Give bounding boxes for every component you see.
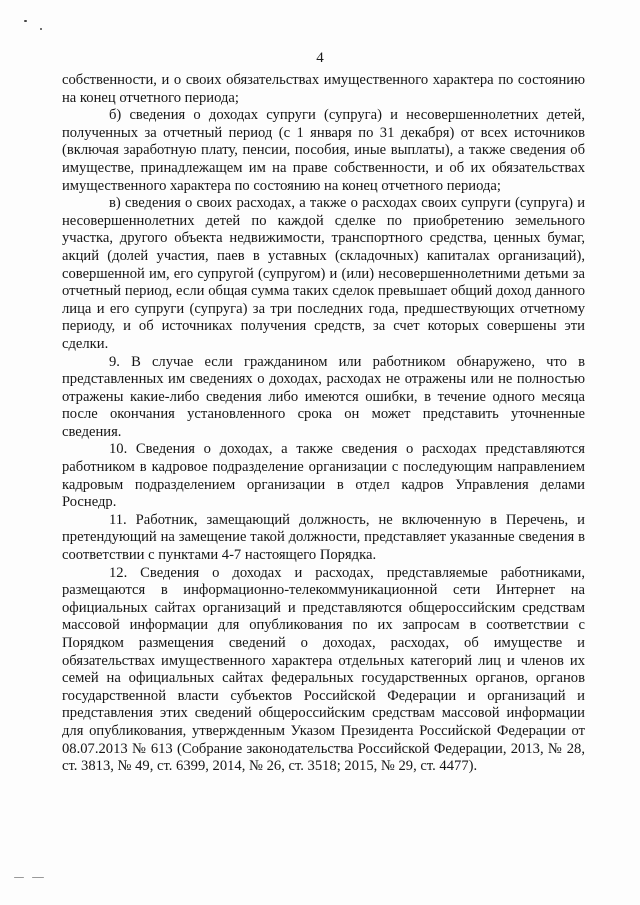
paragraph-9: 9. В случае если гражданином или работником обнаружено, что в представленных им сведениях о доходах, расходах не отражены или не полностью отражены какие-либо сведения либо имеются ошибки, в течение одного месяца после окончания установленного срока он может представить уточненные сведения. <box>62 353 585 440</box>
scan-speck <box>32 877 44 878</box>
paragraph-b: б) сведения о доходах супруги (супруга) и несовершеннолетних детей, полученных за отчетный период (с 1 января по 31 декабря) от всех источников (включая заработную плату, пенсии, пособия, иные выплаты), а также сведения об имуществе, принадлежащем им на праве собственности, и об их обязательствах имущественного характера по состоянию на конец отчетного периода; <box>62 107 585 194</box>
paragraph-12: 12. Сведения о доходах и расходах, представляемые работниками, размещаются в информационно-телекоммуникационной сети Интернет на официальных сайтах организаций и представляются общероссийским средствам массовой информации для опубликования по их запросам в соответствии с Порядком размещения сведений о доходах, расходах, об имуществе и обязательствах имущественного характера отдельных категорий лиц и членов их семей на официальных сайтах федеральных государственных органов, органов государственной власти субъектов Российской Федерации и организаций и представления этих сведений общероссийским средствам массовой информации для опубликования, утвержденным Указом Президента Российской Федерации от 08.07.2013 № 613 (Собрание законодательства Российской Федерации, 2013, № 28, ст. 3813, № 49, ст. 6399, 2014, № 26, ст. 3518; 2015, № 29, ст. 4477). <box>62 564 585 775</box>
scan-speck <box>14 877 24 878</box>
scan-speck <box>24 20 27 22</box>
paragraph-v: в) сведения о своих расходах, а также о расходах своих супруги (супруга) и несовершеннолетних детей по каждой сделке по приобретению земельного участка, другого объекта недвижимости, транспортного средства, ценных бумаг, акций (долей участия, паев в уставных (складочных) капиталах организаций), совершенной им, его супругой (супругом) и (или) несовершеннолетними детьми за отчетный период, если общая сумма таких сделок превышает общий доход данного лица и его супруги (супруга) за три последних года, предшествующих отчетному периоду, и об источниках получения средств, за счет которых совершены эти сделки. <box>62 195 585 352</box>
paragraph-10: 10. Сведения о доходах, а также сведения о расходах представляются работником в кадровое подразделение организации с последующим направлением кадровым подразделением организации в отдел кадров Управления делами Роснедр. <box>62 441 585 511</box>
paragraph-11: 11. Работник, замещающий должность, не включенную в Перечень, и претендующий на замещение такой должности, представляет указанные сведения в соответствии с пунктами 4-7 настоящего Порядка. <box>62 511 585 564</box>
paragraph-continuation: собственности, и о своих обязательствах имущественного характера по состоянию на конец отчетного периода; <box>62 72 585 106</box>
scan-speck <box>40 28 42 30</box>
document-body <box>62 72 585 776</box>
page-number: 4 <box>316 50 324 66</box>
